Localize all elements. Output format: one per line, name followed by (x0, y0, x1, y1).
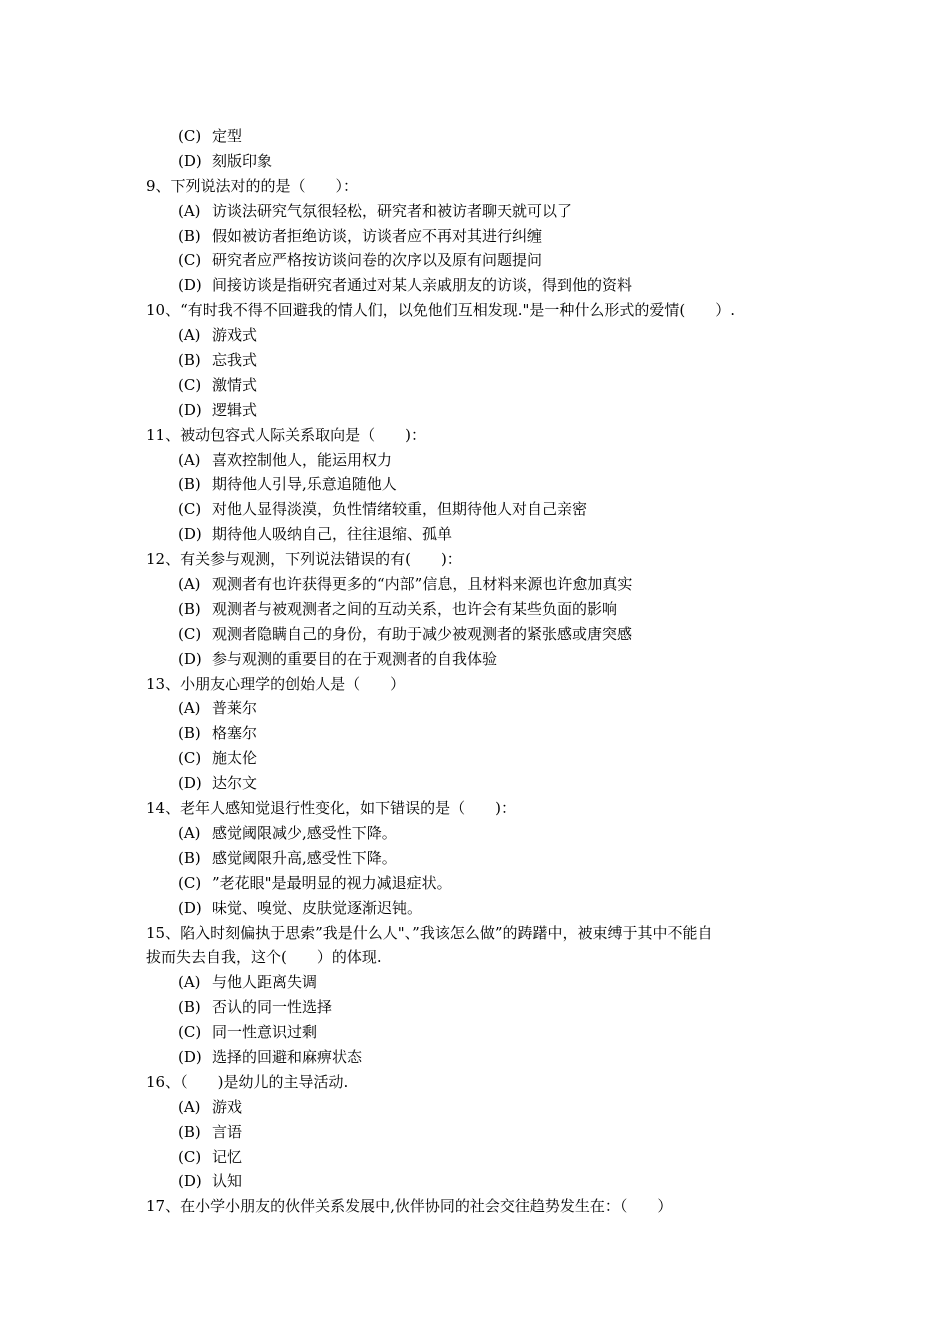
question-list (146, 124, 816, 1219)
option-a (146, 1095, 816, 1120)
option-text: 游戏 (212, 1097, 243, 1116)
option-a (146, 970, 816, 995)
option-letter: (D) (178, 400, 202, 419)
option-letter: (C) (178, 1147, 202, 1166)
question-stem (146, 672, 816, 697)
question-number: 11、 (146, 425, 181, 444)
option-c (146, 373, 816, 398)
option-d (146, 273, 816, 298)
option-a (146, 199, 816, 224)
option-letter: (C) (178, 251, 202, 270)
option-letter: (A) (178, 1097, 201, 1116)
option-letter: (B) (178, 724, 201, 743)
option-text: 参与观测的重要目的在于观测者的自我体验 (212, 649, 498, 668)
question-text: 陷入时刻偏执于思索”我是什么人"、”我该怎么做”的踌躇中，被束缚于其中不能自 (180, 923, 713, 942)
option-text: 忘我式 (212, 351, 258, 370)
option-letter: (B) (178, 351, 201, 370)
question-stem (146, 423, 816, 448)
option-text: 刻版印象 (212, 151, 273, 170)
option-c (146, 622, 816, 647)
option-text: 认知 (212, 1172, 243, 1191)
option-letter: (A) (178, 326, 201, 345)
option-letter: (D) (178, 151, 202, 170)
option-d (146, 1169, 816, 1194)
question-text: 在小学小朋友的伙伴关系发展中,伙伴协同的社会交往趋势发生在：（ ） (180, 1197, 673, 1216)
option-text: 期待他人吸纳自己，往往退缩、孤单 (212, 525, 453, 544)
option-d (146, 771, 816, 796)
option-a (146, 696, 816, 721)
option-letter: (A) (178, 823, 201, 842)
option-letter: (A) (178, 450, 201, 469)
option-a (146, 323, 816, 348)
question-text: 小朋友心理学的创始人是（ ） (180, 674, 406, 693)
option-c (146, 746, 816, 771)
question-stem (146, 547, 816, 572)
option-c (146, 124, 816, 149)
option-letter: (C) (178, 624, 202, 643)
option-b (146, 224, 816, 249)
option-c (146, 871, 816, 896)
option-letter: (D) (178, 1172, 202, 1191)
question-number: 15、 (146, 923, 181, 942)
option-text: 定型 (212, 127, 243, 145)
option-b (146, 348, 816, 373)
option-letter: (D) (178, 774, 202, 793)
option-d (146, 149, 816, 174)
option-letter: (D) (178, 1047, 202, 1066)
option-letter: (B) (178, 226, 201, 245)
option-letter: (C) (178, 749, 202, 768)
option-d (146, 1045, 816, 1070)
option-a (146, 821, 816, 846)
option-text: 对他人显得淡漠，负性情绪较重，但期待他人对自己亲密 (212, 500, 588, 519)
question-number: 12、 (146, 550, 181, 569)
option-text: 研究者应严格按访谈问卷的次序以及原有问题提问 (212, 251, 543, 270)
option-letter: (D) (178, 276, 202, 295)
option-text: 格塞尔 (212, 724, 258, 743)
option-d (146, 647, 816, 672)
option-a (146, 572, 816, 597)
question-text: 有关参与观测，下列说法错误的有( )： (180, 550, 462, 569)
question-number: 17、 (146, 1197, 181, 1216)
option-letter: (D) (178, 525, 202, 544)
option-text: 激情式 (212, 375, 258, 394)
option-text: 喜欢控制他人，能运用权力 (212, 450, 393, 469)
option-b (146, 721, 816, 746)
option-text: 否认的同一性选择 (212, 998, 333, 1017)
option-text: 访谈法研究气氛很轻松，研究者和被访者聊天就可以了 (212, 201, 573, 220)
option-text: 逻辑式 (212, 400, 258, 419)
option-text: 观测者隐瞒自己的身份，有助于减少被观测者的紧张感或唐突感 (212, 624, 633, 643)
option-text: 同一性意识过剩 (212, 1023, 318, 1042)
question-text: （ )是幼儿的主导活动. (180, 1072, 349, 1091)
option-letter: (B) (178, 599, 201, 618)
option-letter: (A) (178, 575, 201, 594)
option-text: 味觉、嗅觉、皮肤觉逐渐迟钝。 (212, 898, 423, 917)
option-b (146, 995, 816, 1020)
option-a (146, 448, 816, 473)
option-d (146, 896, 816, 921)
option-c (146, 1145, 816, 1170)
option-letter: (A) (178, 973, 201, 992)
option-text: 与他人距离失调 (212, 973, 318, 992)
option-b (146, 597, 816, 622)
option-letter: (C) (178, 375, 202, 394)
question-stem (146, 1194, 816, 1219)
option-b (146, 1120, 816, 1145)
questions-container (146, 174, 816, 1219)
option-letter: (D) (178, 898, 202, 917)
option-text: 普莱尔 (212, 699, 258, 718)
option-c (146, 497, 816, 522)
option-text: 感觉阈限升高,感受性下降。 (212, 848, 397, 867)
option-text: 游戏式 (212, 326, 258, 345)
question-number: 10、 (146, 301, 181, 320)
option-letter: (C) (178, 1023, 202, 1042)
option-letter: (C) (178, 127, 202, 145)
option-letter: (B) (178, 1122, 201, 1141)
option-text: 假如被访者拒绝访谈，访谈者应不再对其进行纠缠 (212, 226, 543, 245)
question-text: 被动包容式人际关系取向是（ )： (180, 425, 426, 444)
question-number: 16、 (146, 1072, 181, 1091)
question-stem (146, 1070, 816, 1095)
question-stem (146, 796, 816, 821)
option-c (146, 248, 816, 273)
question-stem (146, 921, 816, 946)
option-text: 观测者与被观测者之间的互动关系，也许会有某些负面的影响 (212, 599, 618, 618)
question-text-continued: 拔而失去自我，这个( ）的体现. (146, 948, 382, 967)
option-d (146, 522, 816, 547)
option-text: 期待他人引导,乐意追随他人 (212, 475, 397, 494)
question-number: 9、 (146, 176, 171, 195)
option-text: 观测者有也许获得更多的“内部”信息，且材料来源也许愈加真实 (212, 575, 633, 594)
question-stem (146, 174, 816, 199)
question-number: 14、 (146, 799, 181, 818)
option-letter: (A) (178, 699, 201, 718)
option-letter: (C) (178, 500, 202, 519)
question-text: 老年人感知觉退行性变化，如下错误的是（ )： (180, 799, 516, 818)
option-text: 达尔文 (212, 774, 258, 793)
option-letter: (B) (178, 998, 201, 1017)
option-text: 感觉阈限减少,感受性下降。 (212, 823, 397, 842)
option-letter: (D) (178, 649, 202, 668)
option-text: ”老花眼"是最明显的视力减退症状。 (212, 873, 452, 892)
option-letter: (C) (178, 873, 202, 892)
option-text: 间接访谈是指研究者通过对某人亲戚朋友的访谈，得到他的资料 (212, 276, 633, 295)
option-d (146, 398, 816, 423)
option-b (146, 472, 816, 497)
question-text: 下列说法对的的是（ ）： (170, 176, 359, 195)
option-letter: (A) (178, 201, 201, 220)
question-text: “有时我不得不回避我的情人们，以免他们互相发现."是一种什么形式的爱情( ）. (180, 301, 736, 320)
question-number: 13、 (146, 674, 181, 693)
option-text: 施太伦 (212, 749, 258, 768)
option-c (146, 1020, 816, 1045)
option-text: 选择的回避和麻痹状态 (212, 1047, 363, 1066)
option-text: 记忆 (212, 1147, 243, 1166)
option-b (146, 846, 816, 871)
option-letter: (B) (178, 475, 201, 494)
question-stem (146, 298, 816, 323)
option-text: 言语 (212, 1122, 243, 1141)
option-letter: (B) (178, 848, 201, 867)
